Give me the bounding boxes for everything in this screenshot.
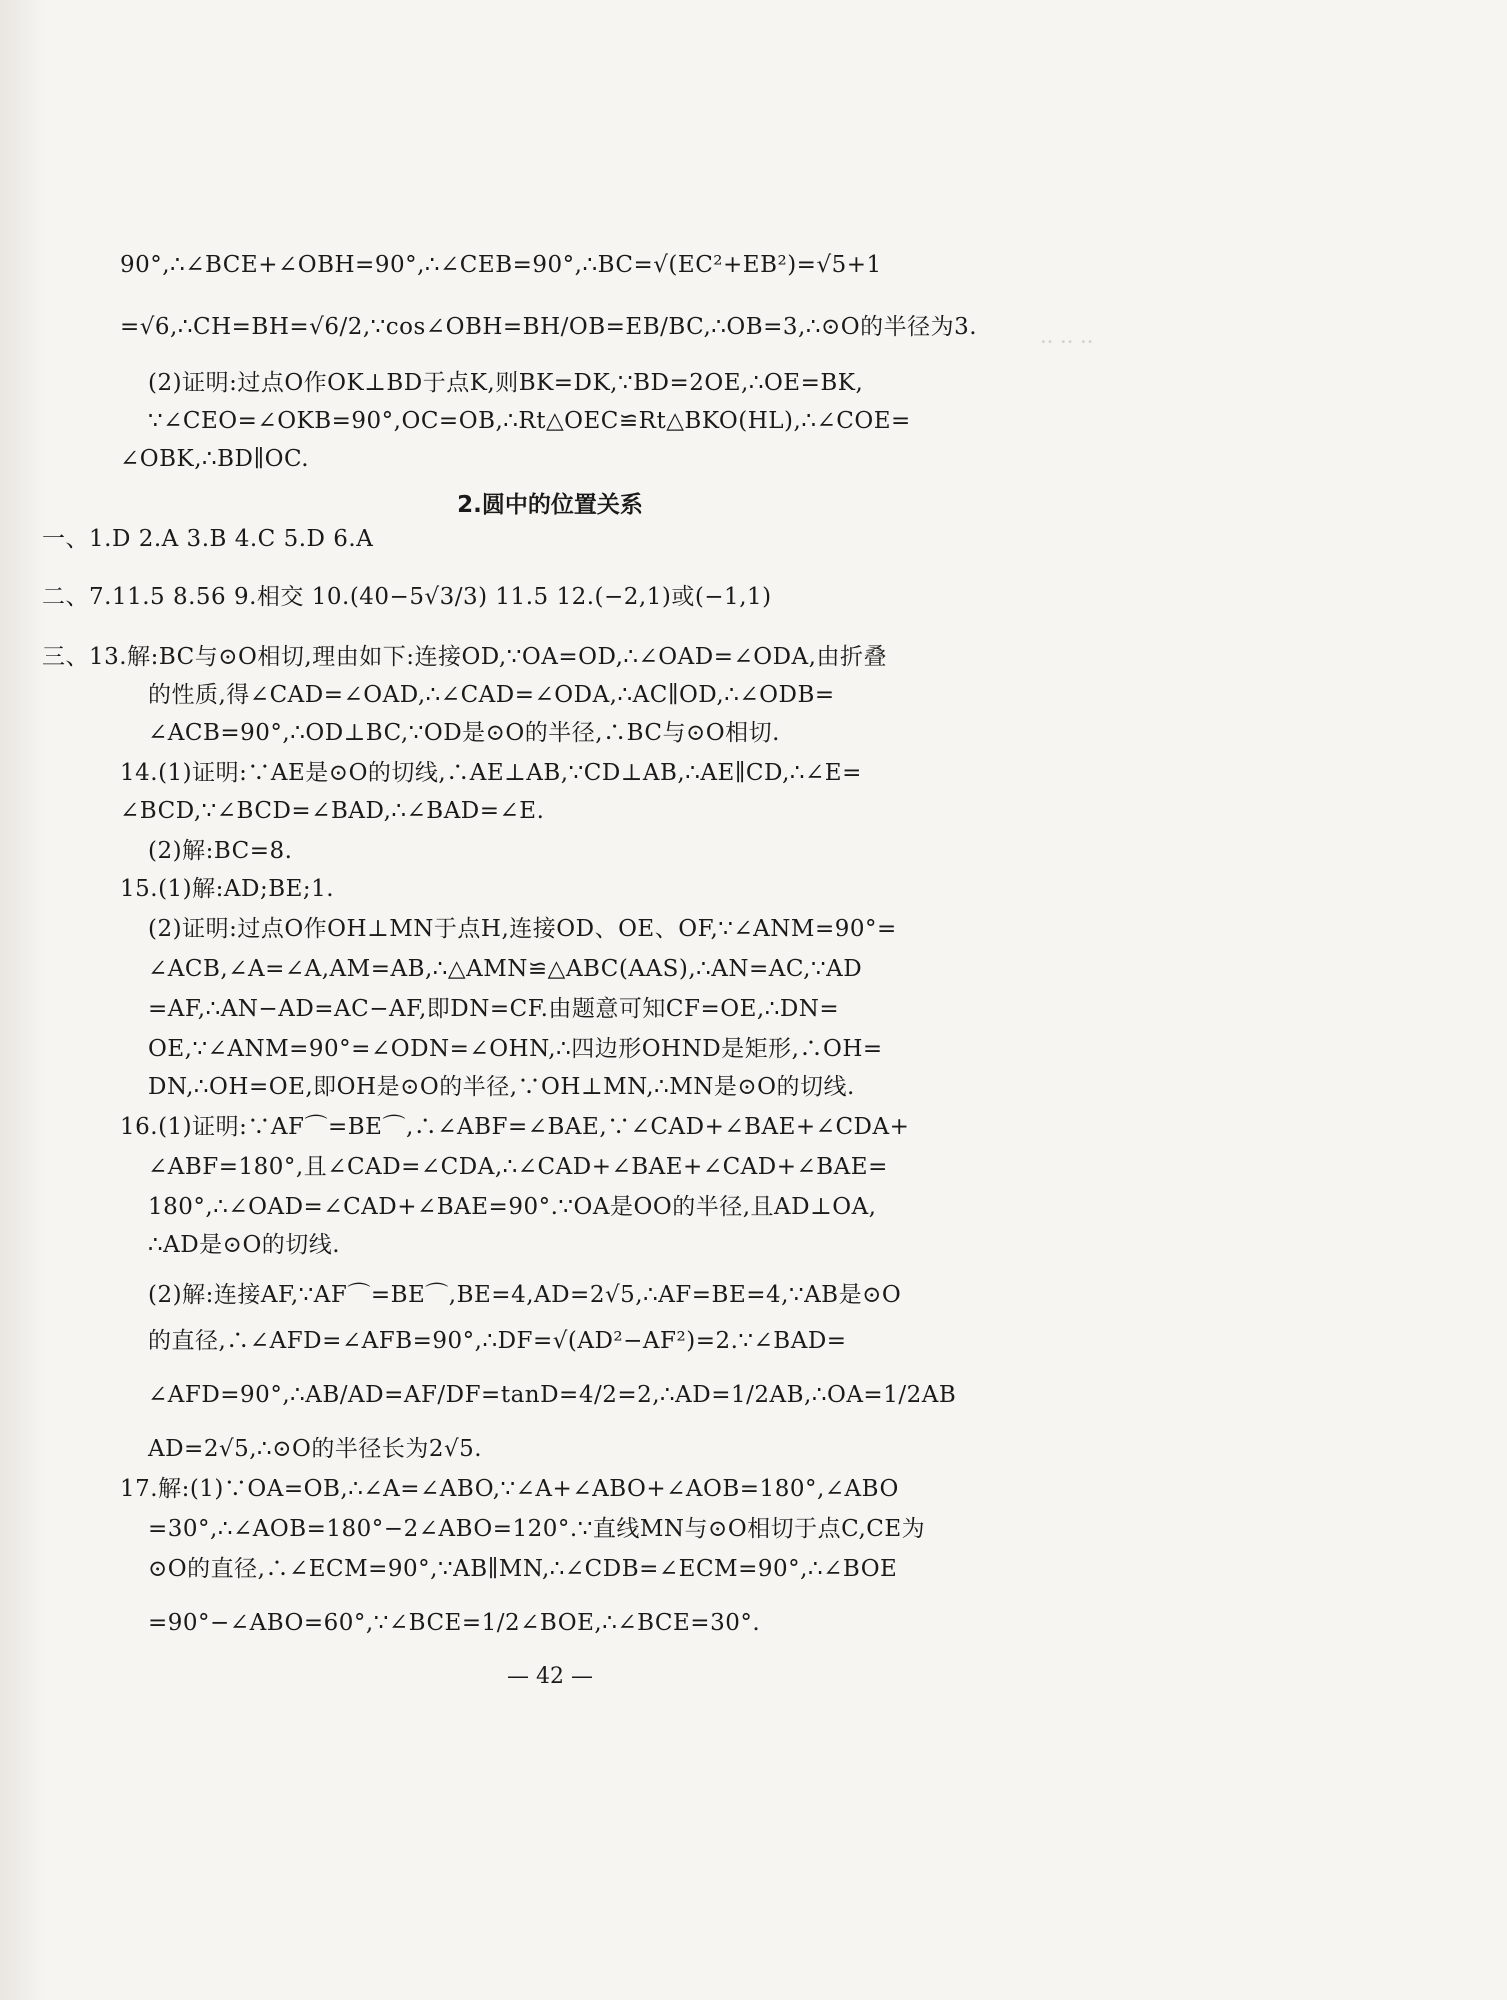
text-line: =√6,∴CH=BH=√6/2,∵cos∠OBH=BH/OB=EB/BC,∴OB=3,∴⊙O的半径为3.	[120, 314, 978, 340]
text-line: 90°,∴∠BCE+∠OBH=90°,∴∠CEB=90°,∴BC=√(EC²+EB²)=√5+1	[120, 252, 882, 278]
text-line: 的性质,得∠CAD=∠OAD,∴∠CAD=∠ODA,∴AC∥OD,∴∠ODB=	[148, 682, 835, 708]
text-line: (2)解:连接AF,∵AF⌒=BE⌒,BE=4,AD=2√5,∴AF=BE=4,∵AB是⊙O	[148, 1282, 902, 1308]
text-line: =AF,∴AN−AD=AC−AF,即DN=CF.由题意可知CF=OE,∴DN=	[148, 996, 840, 1022]
text-line: DN,∴OH=OE,即OH是⊙O的半径,∵OH⊥MN,∴MN是⊙O的切线.	[148, 1074, 855, 1100]
text-line: =30°,∴∠AOB=180°−2∠ABO=120°.∵直线MN与⊙O相切于点C,CE为	[148, 1516, 926, 1542]
text-line: 的直径,∴∠AFD=∠AFB=90°,∴DF=√(AD²−AF²)=2.∵∠BAD=	[148, 1328, 847, 1354]
text-line: AD=2√5,∴⊙O的半径长为2√5.	[148, 1436, 483, 1462]
answer-line: 一、1.D 2.A 3.B 4.C 5.D 6.A	[42, 526, 374, 552]
text-line: =90°−∠ABO=60°,∵∠BCE=1/2∠BOE,∴∠BCE=30°.	[148, 1610, 761, 1636]
text-line: 17.解:(1)∵OA=OB,∴∠A=∠ABO,∵∠A+∠ABO+∠AOB=180°,∠ABO	[120, 1476, 899, 1502]
text-line: OE,∵∠ANM=90°=∠ODN=∠OHN,∴四边形OHND是矩形,∴OH=	[148, 1036, 883, 1062]
text-line: (2)证明:过点O作OH⊥MN于点H,连接OD、OE、OF,∵∠ANM=90°=	[148, 916, 897, 942]
binding-shadow	[0, 0, 46, 2000]
text-line: 三、13.解:BC与⊙O相切,理由如下:连接OD,∵OA=OD,∴∠OAD=∠ODA,由折叠	[42, 644, 887, 670]
text-line: ∠ACB,∠A=∠A,AM=AB,∴△AMN≌△ABC(AAS),∴AN=AC,∵AD	[148, 956, 863, 982]
text-line: 180°,∴∠OAD=∠CAD+∠BAE=90°.∵OA是OO的半径,且AD⊥OA,	[148, 1194, 877, 1220]
bleed-through: ·· ·· ··	[1040, 330, 1094, 354]
text-line: 15.(1)解:AD;BE;1.	[120, 876, 335, 902]
text-line: 14.(1)证明:∵AE是⊙O的切线,∴AE⊥AB,∵CD⊥AB,∴AE∥CD,∴∠E=	[120, 760, 862, 786]
text-line: (2)证明:过点O作OK⊥BD于点K,则BK=DK,∵BD=2OE,∴OE=BK,	[148, 370, 864, 396]
text-line: ∵∠CEO=∠OKB=90°,OC=OB,∴Rt△OEC≌Rt△BKO(HL),∴∠COE=	[148, 408, 911, 434]
text-line: ∠OBK,∴BD∥OC.	[120, 446, 310, 472]
text-line: ⊙O的直径,∴∠ECM=90°,∵AB∥MN,∴∠CDB=∠ECM=90°,∴∠BOE	[148, 1556, 898, 1582]
text-line: ∠AFD=90°,∴AB/AD=AF/DF=tanD=4/2=2,∴AD=1/2AB,∴OA=1/2AB	[148, 1382, 957, 1408]
text-line: ∴AD是⊙O的切线.	[148, 1232, 341, 1258]
text-line: ∠BCD,∵∠BCD=∠BAD,∴∠BAD=∠E.	[120, 798, 545, 824]
text-line: 16.(1)证明:∵AF⌒=BE⌒,∴∠ABF=∠BAE,∵∠CAD+∠BAE+∠CDA+	[120, 1114, 910, 1140]
page-number: — 42 —	[507, 1664, 593, 1689]
text-line: ∠ACB=90°,∴OD⊥BC,∵OD是⊙O的半径,∴BC与⊙O相切.	[148, 720, 780, 746]
text-line: (2)解:BC=8.	[148, 838, 293, 864]
section-heading: 2.圆中的位置关系	[457, 492, 643, 518]
text-line: ∠ABF=180°,且∠CAD=∠CDA,∴∠CAD+∠BAE+∠CAD+∠BAE=	[148, 1154, 888, 1180]
answer-line: 二、7.11.5 8.56 9.相交 10.(40−5√3/3) 11.5 12.(−2,1)或(−1,1)	[42, 584, 772, 610]
